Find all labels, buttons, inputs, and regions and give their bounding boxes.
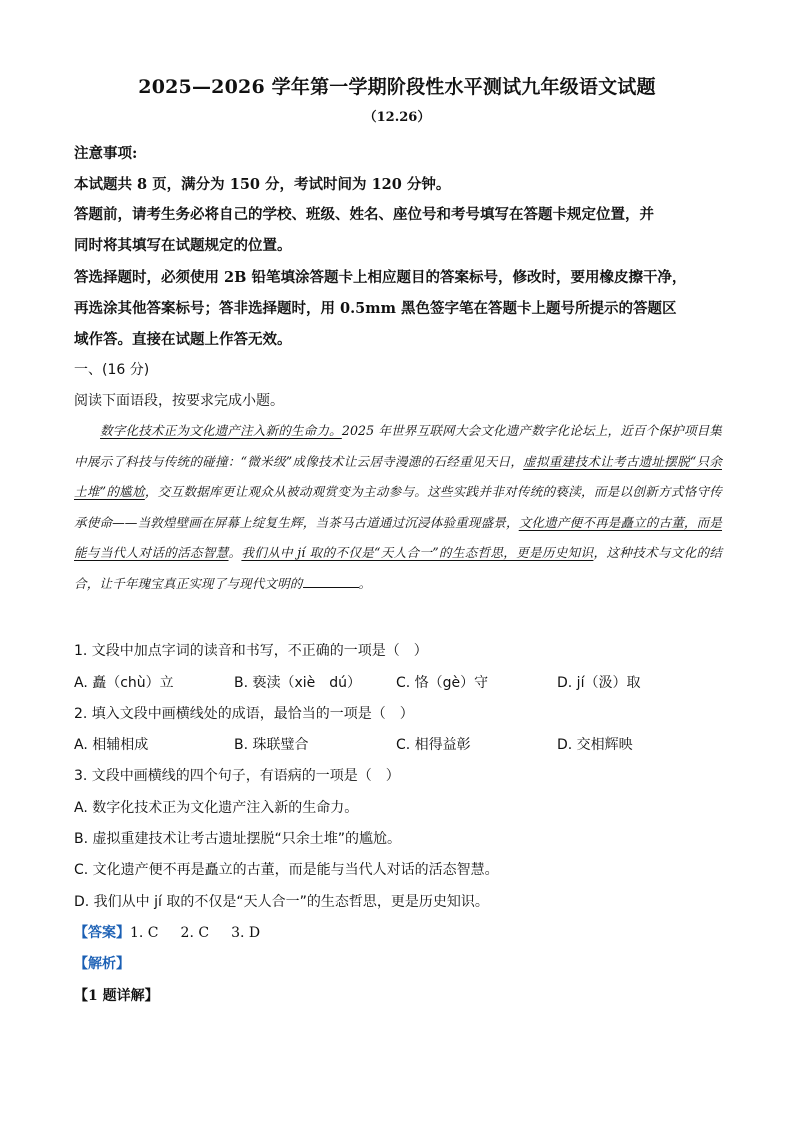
passage-text-1: 2025 年世界互联网大会文化遗产数字化论坛上，近百个保护项目集中展示了科技与传统的碰撞：“微米级”成像技术让云居寺漫漶的石经重见天日，: [74, 423, 722, 469]
question-2-option-a: A. 相辅相成: [74, 737, 149, 753]
question-3-option-a: A. 数字化技术正为文化遗产注入新的生命力。: [74, 800, 359, 816]
question-2-option-b: B. 珠联璧合: [234, 737, 309, 753]
notice-line-2: 答题前，请考生务必将自己的学校、班级、姓名、座位号和考号填写在答题卡规定位置，并: [74, 206, 654, 223]
question-1-stem: 1. 文段中加点字词的读音和书写，不正确的一项是（ ）: [74, 643, 428, 659]
answer-line: [74, 922, 282, 942]
analysis-detail-heading: 【1 题详解】: [74, 988, 159, 1004]
notice-line-3: 同时将其填写在试题规定的位置。: [74, 237, 292, 254]
notice-line-6: 域作答。直接在试题上作答无效。: [74, 331, 292, 348]
passage-text-3: 。: [228, 545, 242, 560]
underlined-sentence-b: 虚拟重建技术让考古遗址摆脱“只余土堆”的尴尬: [74, 453, 722, 499]
section-heading: 一、(16 分): [74, 362, 150, 378]
underlined-sentence-a: 数字化技术正为文化遗产注入新的生命力。: [100, 423, 342, 438]
question-1-option-c: C. 恪（gè）守: [396, 675, 489, 691]
question-2-option-c: C. 相得益彰: [396, 737, 471, 753]
question-3-option-c: C. 文化遗产便不再是矗立的古董，而是能与当代人对话的活态智慧。: [74, 862, 499, 878]
exam-date: （12.26）: [363, 110, 431, 125]
notice-line-4: 答选择题时，必须使用 2B 铅笔填涂答题卡上相应题目的答案标号，修改时，要用橡皮擦干净，: [74, 269, 687, 286]
underlined-sentence-c: 文化遗产便不再是矗立的古董，而是能与当代人对话的活态智慧: [74, 514, 723, 560]
question-3-option-b: B. 虚拟重建技术让考古遗址摆脱“只余土堆”的尴尬。: [74, 831, 402, 847]
question-1-option-b: B. 亵渎（xiè dú）: [234, 675, 362, 691]
section-instruction: 阅读下面语段，按要求完成小题。: [74, 393, 284, 409]
analysis-tag: 【解析】: [74, 956, 130, 972]
underlined-sentence-d: 我们从中 jí 取的不仅是“天人合一”的生态哲思，更是历史知识: [241, 545, 594, 560]
answer-tag: 【答案】: [74, 925, 130, 941]
notice-line-1: 本试题共 8 页，满分为 150 分，考试时间为 120 分钟。: [74, 176, 451, 193]
notice-heading: 注意事项:: [74, 145, 138, 162]
passage-text-4: ，这种技术与文化的结合，让千年瑰宝真正实现了与现代文明的: [74, 545, 723, 591]
answer-value-1: 1. C: [130, 925, 159, 941]
answer-value-2: 2. C: [180, 925, 210, 941]
question-1-option-a: A. 矗（chù）立: [74, 675, 174, 691]
question-3-stem: 3. 文段中画横线的四个句子，有语病的一项是（ ）: [74, 768, 400, 784]
notice-line-5: 再选涂其他答案标号；答非选择题时，用 0.5mm 黑色签字笔在答题卡上题号所提示的答题区: [74, 300, 677, 317]
analysis-line: [74, 953, 130, 973]
answer-value-3: 3. D: [231, 925, 261, 941]
reading-passage: [74, 416, 722, 599]
passage-text-5: 。: [358, 575, 372, 591]
question-1-option-d: D. jí（汲）取: [557, 675, 641, 691]
question-3-option-d: D. 我们从中 jí 取的不仅是“天人合一”的生态哲思，更是历史知识。: [74, 894, 489, 910]
passage-text-2: ，交互数据库更让观众从被动观赏变为主动参与。这些实践并非对传统的亵渎，而是以创新方式恪守传承使命——当敦煌壁画在屏幕上绽复生辉，当茶马古道通过沉浸体验重现盛景，: [74, 484, 723, 530]
page-title: 2025—2026 学年第一学期阶段性水平测试九年级语文试题: [138, 76, 656, 98]
fill-in-blank: [303, 575, 359, 588]
question-2-stem: 2. 填入文段中画横线处的成语，最恰当的一项是（ ）: [74, 706, 414, 722]
question-2-option-d: D. 交相辉映: [557, 737, 633, 753]
